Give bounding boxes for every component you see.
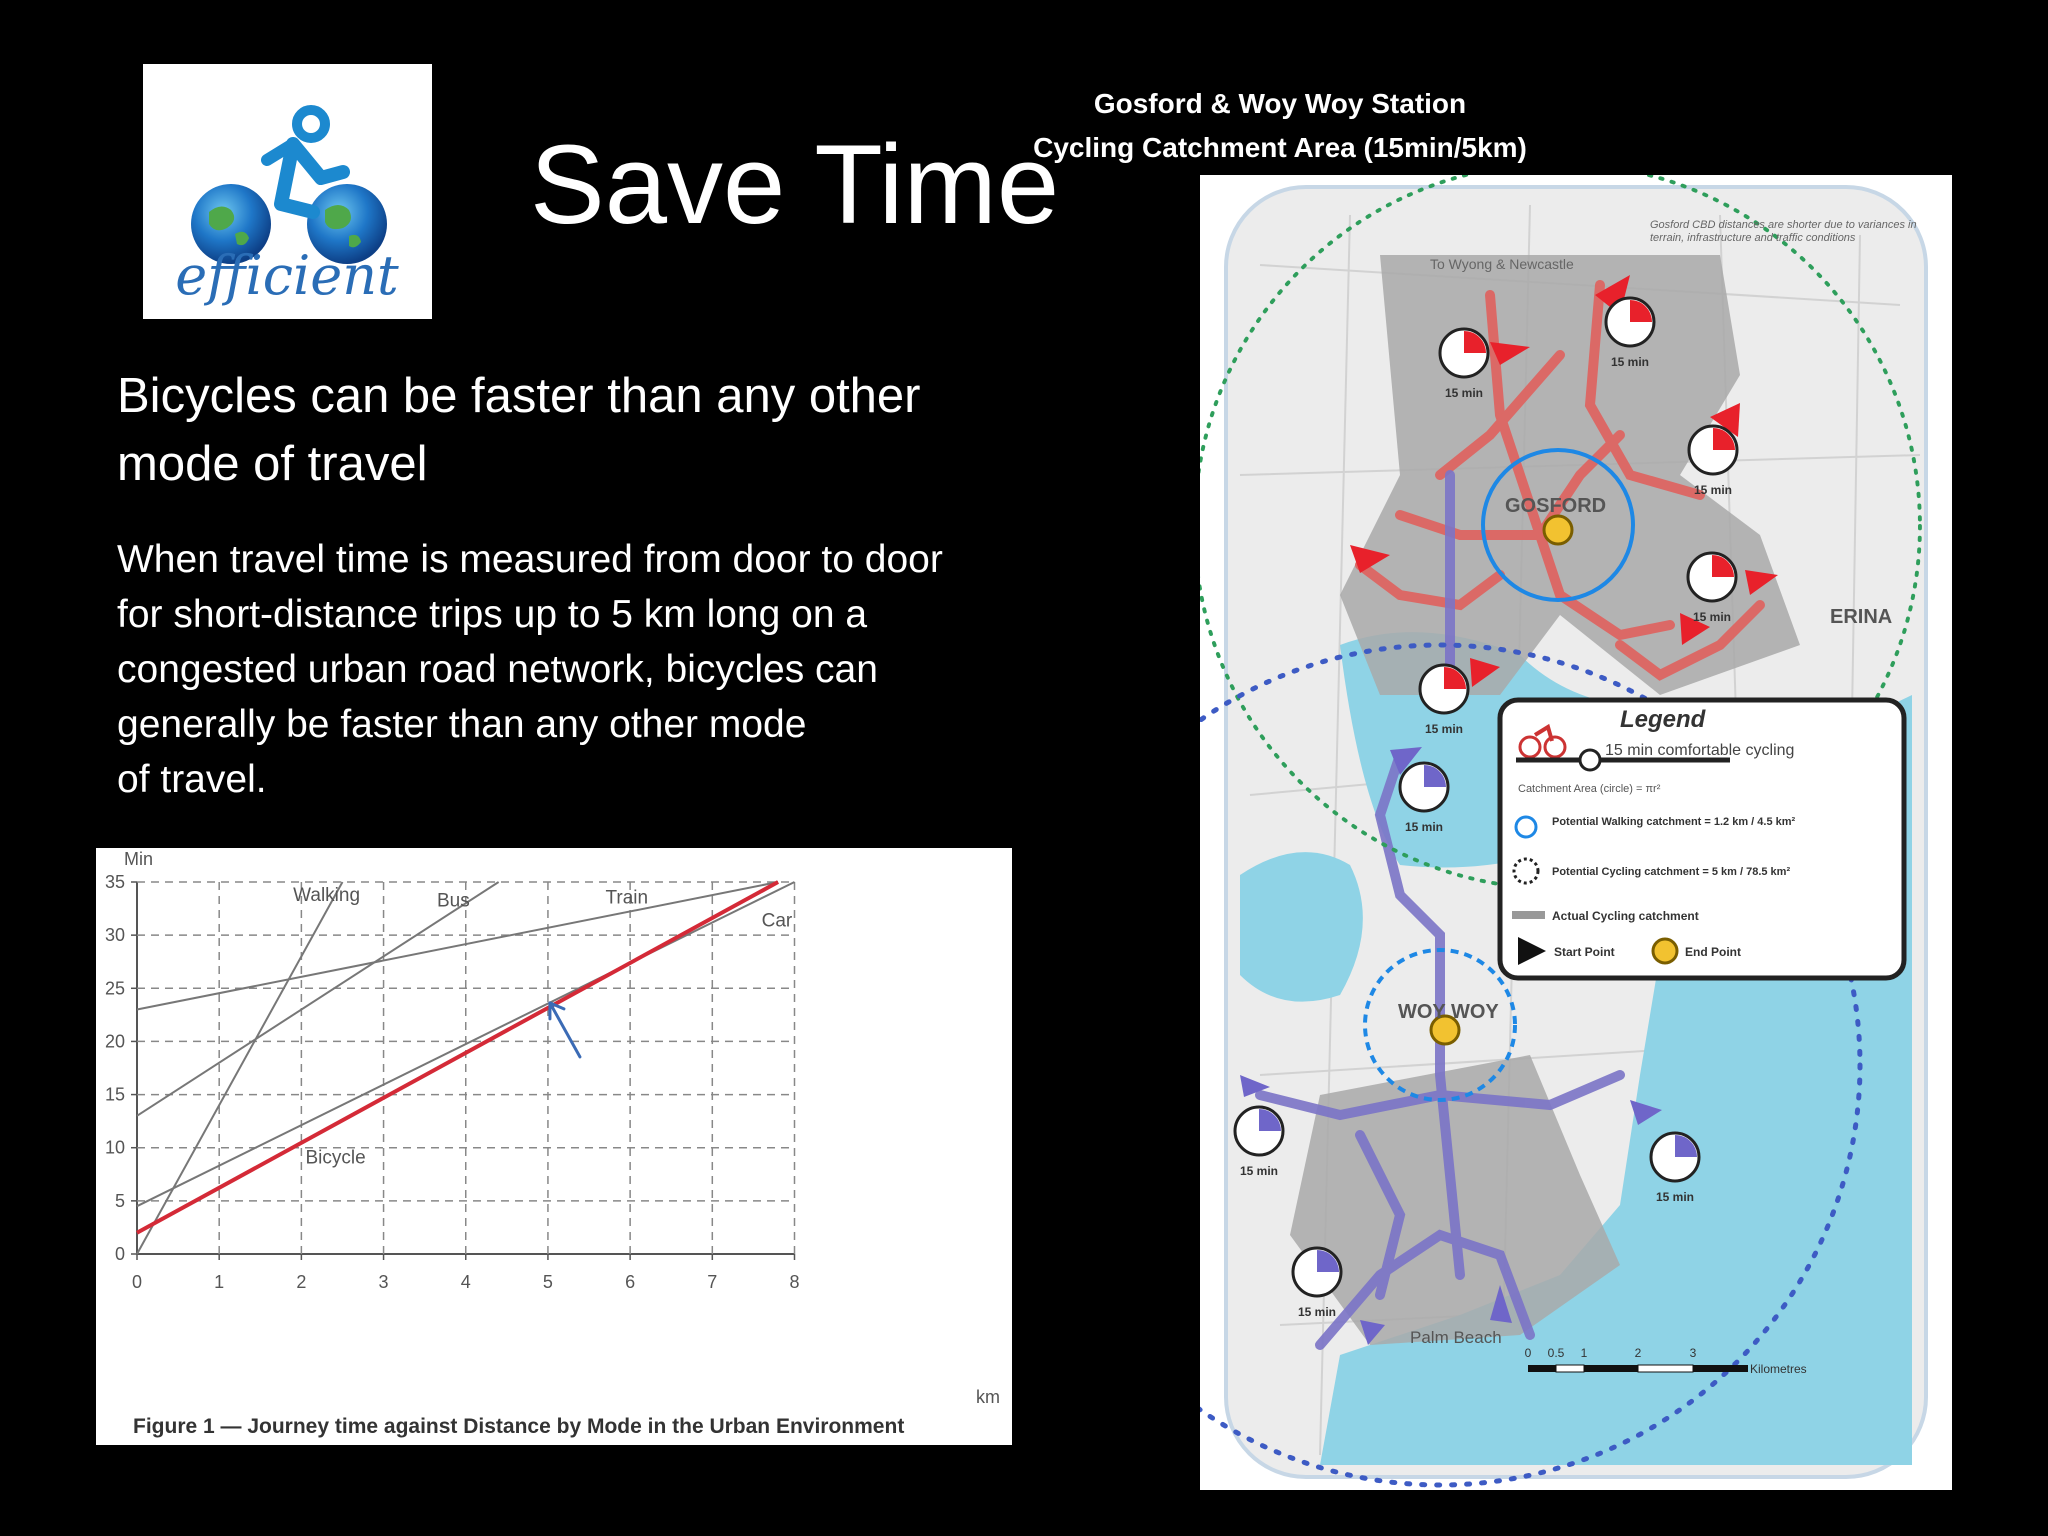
y-tick-label: 35	[104, 872, 125, 892]
map-legend	[1500, 700, 1904, 978]
x-tick-label: 5	[542, 1272, 553, 1292]
legend-end: End Point	[1685, 945, 1741, 959]
y-tick-label: 25	[104, 978, 125, 999]
y-tick-label: 10	[104, 1137, 125, 1158]
y-tick-label: 30	[104, 925, 125, 946]
svg-text:15 min: 15 min	[1692, 610, 1732, 624]
woywoy-label: WOY WOY	[1398, 1001, 1499, 1023]
catchment-map-svg	[1200, 175, 1952, 1490]
x-tick-label: 0	[131, 1272, 143, 1292]
series-line-walking	[137, 882, 342, 1254]
y-tick-label: 0	[114, 1244, 125, 1264]
annotation-arrow	[550, 1003, 580, 1057]
journey-time-chart	[96, 848, 1012, 1445]
map-title-line2: Cycling Catchment Area (15min/5km)	[1033, 132, 1527, 163]
svg-text:15 min: 15 min	[1424, 722, 1464, 736]
x-tick-label: 7	[707, 1272, 718, 1292]
catchment-map	[1200, 175, 1952, 1490]
scale-tick: 2	[1634, 1346, 1642, 1360]
series-label-walking: Walking	[293, 885, 361, 907]
legend-area: Catchment Area (circle) = πr²	[1518, 783, 1661, 795]
x-tick-label: 6	[625, 1272, 636, 1292]
x-axis-label: km	[976, 1387, 1000, 1407]
x-tick-label: 3	[378, 1272, 389, 1292]
svg-text:15 min: 15 min	[1655, 1190, 1695, 1204]
slide-title: Save Time	[530, 122, 1060, 247]
y-axis-label: Min	[124, 849, 154, 869]
legend-walking: Potential Walking catchment = 1.2 km / 4.5 km²	[1552, 816, 1796, 828]
legend-start: Start Point	[1554, 945, 1615, 959]
to-wyong-label: To Wyong & Newcastle	[1430, 256, 1574, 272]
x-tick-label: 1	[214, 1272, 225, 1292]
gosford-label: GOSFORD	[1505, 495, 1607, 517]
svg-text:15 min: 15 min	[1444, 386, 1484, 400]
series-label-car: Car	[761, 910, 793, 932]
scale-tick: 0	[1524, 1346, 1532, 1360]
chart-caption: Figure 1 — Journey time against Distance by Mode in the Urban Environment	[133, 1415, 905, 1438]
map-title-line1: Gosford & Woy Woy Station	[1093, 88, 1467, 119]
legend-title: Legend	[1620, 706, 1706, 733]
svg-text:15 min: 15 min	[1693, 483, 1733, 497]
svg-text:15 min: 15 min	[1297, 1305, 1337, 1319]
palm-beach-label: Palm Beach	[1410, 1328, 1502, 1347]
cyclist-globes-icon	[143, 64, 432, 319]
series-line-bicycle	[137, 882, 778, 1233]
chart-svg	[96, 848, 1012, 1445]
x-tick-label: 2	[296, 1272, 307, 1292]
scale-tick: 0.5	[1547, 1346, 1565, 1360]
y-tick-label: 5	[114, 1190, 125, 1211]
scale-tick: 1	[1580, 1346, 1588, 1360]
legend-actual: Actual Cycling catchment	[1552, 909, 1699, 923]
x-tick-label: 8	[789, 1272, 800, 1292]
gosford-station-icon	[1544, 516, 1572, 544]
y-tick-label: 20	[104, 1031, 125, 1052]
slide-lead: Bicycles can be faster than any other mode of travel	[117, 369, 921, 491]
series-label-bus: Bus	[436, 890, 470, 912]
erina-label: ERINA	[1830, 606, 1893, 628]
logo-text: efficient	[175, 244, 399, 307]
svg-text:15 min: 15 min	[1610, 355, 1650, 369]
map-title	[735, 82, 1825, 170]
x-tick-label: 4	[460, 1272, 471, 1292]
scale-tick: 3	[1689, 1346, 1697, 1360]
y-tick-label: 15	[104, 1084, 125, 1105]
series-label-bicycle: Bicycle	[305, 1147, 366, 1169]
efficient-logo	[143, 64, 432, 319]
legend-cycling: Potential Cycling catchment = 5 km / 78.5 km²	[1552, 866, 1791, 878]
series-label-train: Train	[605, 887, 649, 909]
scale-unit: Kilometres	[1750, 1362, 1807, 1376]
end-point-legend-icon	[1653, 939, 1677, 963]
map-note: Gosford CBD distances are shorter due to variances in terrain, infrastructure and traffic conditions	[1650, 219, 1917, 244]
svg-text:15 min: 15 min	[1404, 820, 1444, 834]
slide-body: When travel time is measured from door to door for short-distance trips up to 5 km long on a congested urban road network, bicycles can generally be faster than any other mode of travel.	[117, 538, 943, 801]
svg-text:15 min: 15 min	[1239, 1164, 1279, 1178]
legend-subtitle: 15 min comfortable cycling	[1605, 742, 1795, 759]
